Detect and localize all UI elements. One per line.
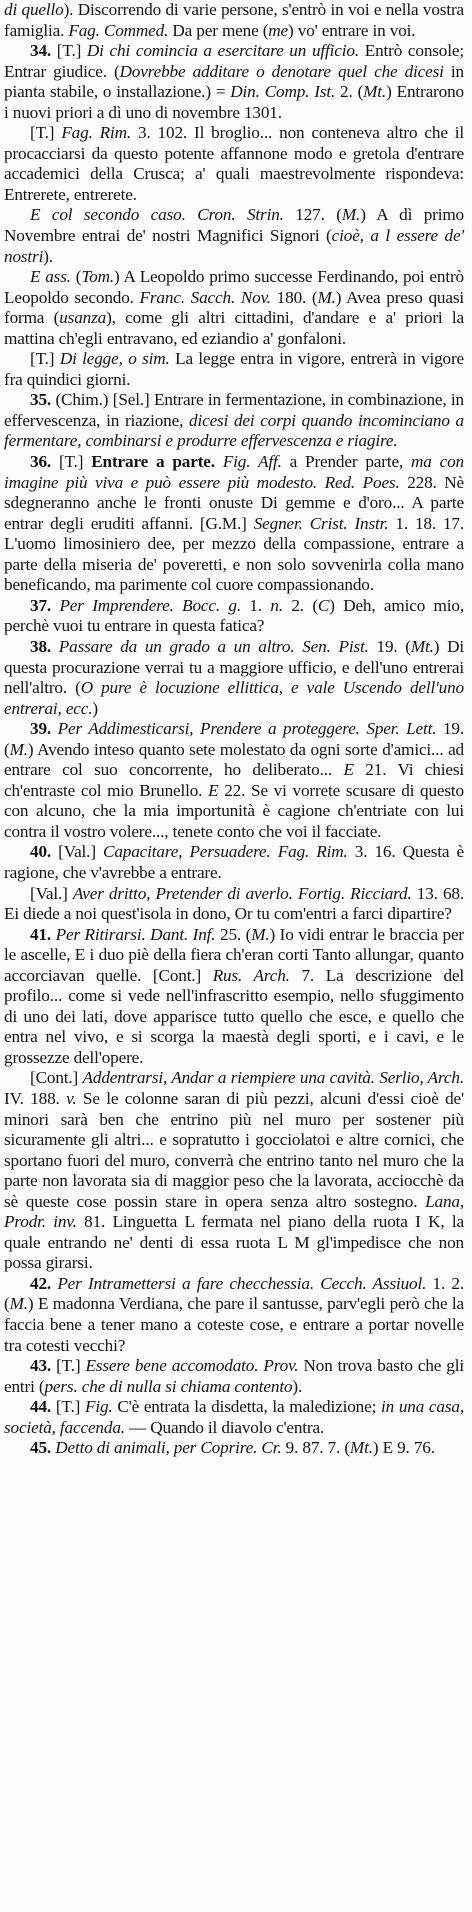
text-run: [Val.] — [51, 842, 103, 862]
text-run: 127. ( — [283, 205, 342, 225]
text-run: [T.] — [30, 123, 62, 143]
text-run: Entrò console; Entrar giudice. ( — [4, 41, 464, 81]
italic-run: Per Ritirarsi. Dant. Inf. — [55, 924, 216, 944]
text-run: Non trova basto che gli entri ( — [4, 1356, 464, 1396]
text-run: 21. Vi chiesi ch'entraste col mio Brunello. — [4, 760, 464, 800]
text-run: 19. ( — [4, 719, 464, 759]
text-run: ) E madonna Verdiana, che pare il santusse, parv'egli però che la faccia bene a tener mano a coteste cose, e entrare a portar novelle tra cotesti vecchi? — [4, 1294, 464, 1355]
text-run: C'è entrata la disdetta, la maledizione; — [112, 1397, 381, 1417]
bold-run: Entrare a parte. — [91, 452, 215, 472]
text-run: 9. 87. 7. ( — [281, 1438, 350, 1458]
text-run: (Chim.) [Sel.] Entrare in fermentazione, in combinazione, in effervescenza, in riazione, — [4, 390, 464, 430]
text-run: [Cont.] — [30, 1068, 83, 1088]
italic-run: M. — [9, 739, 28, 759]
text-run: 13. 68. Ei diede a noi quest'isola in dono, Or tu com'entri a farci dipartire? — [4, 883, 464, 924]
text-run: ) Io vidi entrar le braccia per le ascelle, E i duo piè della fiera ch'eran corti Tanto allungar, quanto accorciavan quelle. [Cont.] — [4, 924, 465, 985]
text-run: in pianta stabile, o installazione.) = — [4, 61, 464, 102]
text-run: 7. La descrizione del profilo... come si vede nell'infrascritto esempio, nello sfuggimento di uno dei lati, dove apparisce tutto quello che esce, e quello che entra nel vivo, e si scorga la maestà degli sporti, e i cavi, e le grossezze dell'opere. — [4, 965, 464, 1067]
italic-run: E col secondo caso. Cron. Strin. — [30, 205, 284, 225]
text-run: 1. 2. ( — [4, 1273, 464, 1314]
italic-run: M. — [9, 1294, 28, 1314]
dictionary-paragraph — [4, 452, 464, 596]
bold-run: 44. — [30, 1397, 52, 1417]
text-run: Se le colonne saran di più pezzi, alcuni d'essi cioè de' minori sarà ben che entrino più nel muro per sostener più sicuramente gli altri... e sopratutto i gocciolatoi e altre cornici, che sportano fuori del muro, converrà che entrino tanto nel muro che la parte non lavorata sia di maggior peso che la lavorata, acciocchè da sè queste cose possin stare in opera senza altro sostegno. — [4, 1088, 464, 1211]
bold-run: 37. — [30, 595, 52, 615]
text-run: ). — [292, 1376, 303, 1396]
text-run: ) — [92, 698, 98, 718]
text-run — [51, 637, 59, 656]
italic-run: Detto di animali, per Coprire. Cr. — [55, 1438, 282, 1458]
text-run: ) Deh, amico mio, perchè vuoi tu entrare in questa fatica? — [4, 595, 464, 636]
dictionary-paragraph — [4, 925, 464, 1069]
text-run: ), come gli altri cittadini, d'andare e a' priori la mattina ch'egli entravano, ed eziandio a' gonfaloni. — [4, 308, 465, 348]
text-run: ( — [70, 267, 82, 287]
text-run: 3. 102. Il broglio... non conteneva altro che il procacciarsi da questo potente affannone modo e gretola d'entrare accademici della Crusca; a' quali maestrevolmente rispondeva: Entrerete, entrerete. — [4, 123, 464, 204]
text-run: ) Avea preso quasi forma ( — [4, 287, 464, 328]
text-run: 1. 18. 17. L'uomo limosiniero dee, per mezzo della compassione, entrare a parte della miseria de' poveretti, e non solo sovvenirla colla mano beneficando, ma parimente col cuore compassionando. — [4, 513, 464, 595]
italic-run: Essere bene accomodato. Prov. — [85, 1356, 299, 1376]
italic-run: Per Intramettersi a fare checchessia. Cecch. Assiuol. — [57, 1273, 427, 1293]
bold-run: 36. — [30, 452, 52, 472]
italic-run: cioè, a l essere de' nostri — [4, 226, 464, 266]
text-run: [T.] — [51, 41, 87, 61]
dictionary-paragraph — [4, 884, 464, 925]
italic-run: usanza — [59, 308, 107, 328]
bold-run: 41. — [30, 924, 52, 944]
italic-run: M. — [341, 205, 361, 225]
text-run: 1. — [241, 595, 271, 615]
text-run: 2. ( — [335, 82, 364, 102]
italic-run: Addentrarsi, Andar a riempiere una cavità. Serlio, Arch. — [82, 1068, 464, 1088]
bold-run: 40. — [30, 842, 52, 862]
bold-run: 35. — [30, 390, 52, 410]
italic-run: pers. che di nulla si chiama contento — [44, 1376, 293, 1396]
text-run: 180. ( — [270, 287, 318, 307]
dictionary-paragraph — [4, 349, 464, 390]
italic-run: M. — [317, 287, 336, 307]
italic-run: O pure è locuzione ellittica, e vale Uscendo dell'uno entrerai, ecc. — [4, 678, 464, 718]
text-run: [Val.] — [30, 883, 73, 903]
text-run: 81. Linguetta L fermata nel piano della ruota I K, la quale entrando ne' denti di essa ruota L M gl'impedisce che non possa girarsi. — [4, 1212, 464, 1273]
text-run: 2. ( — [282, 595, 318, 615]
italic-run: Aver dritto, Pretender di averlo. Fortig. Ricciard. — [72, 883, 412, 903]
italic-run: dicesi dei corpi quando incominciano a fermentare, combinarsi e produrre effervescenza e riagire. — [4, 410, 464, 451]
bold-run: 43. — [30, 1356, 52, 1376]
italic-run: Di chi comincia a esercitare un ufficio. — [86, 41, 359, 61]
italic-run: Franc. Sacch. Nov. — [139, 287, 271, 307]
text-run: 228. Nè sdegneranno anche le fronti onuste Di gemme e d'oro... A parte entrar degli eruditi affanni. [G.M.] — [4, 472, 464, 533]
italic-run: C — [317, 595, 330, 615]
dictionary-paragraph — [4, 1274, 464, 1356]
text-run: 22. Se vi vorrete scusare di questo con alcuno, che la mia importunità è cagione ch'entriate con lui contra il vostro volere..., tenete conto che voi il facciate. — [4, 780, 464, 841]
dictionary-paragraph — [4, 1068, 464, 1273]
text-run: Da per mene ( — [168, 20, 269, 40]
text-run: ). Discorrendo di varie persone, s'entrò in voi e nella vostra famiglia. — [4, 0, 464, 40]
text-run: [T.] — [51, 1397, 85, 1417]
italic-run: Din. Comp. Ist. — [230, 82, 336, 102]
text-run: 25. ( — [215, 924, 252, 944]
dictionary-paragraph — [4, 0, 464, 41]
dictionary-paragraph — [4, 596, 464, 637]
italic-run: me — [268, 20, 289, 40]
bold-run: 45. — [30, 1438, 52, 1458]
italic-run: Segner. Crist. Instr. — [253, 513, 389, 533]
text-run — [51, 719, 58, 738]
dictionary-paragraph — [4, 205, 464, 267]
dictionary-paragraph — [4, 267, 464, 349]
text-run: a Prender parte, — [281, 452, 411, 472]
dictionary-paragraph — [4, 1397, 464, 1438]
bold-run: 39. — [30, 719, 52, 739]
text-run: ) A Leopoldo primo successe Ferdinando, poi entrò Leopoldo secondo. — [4, 267, 464, 307]
text-run: ). — [43, 246, 53, 266]
italic-run: Capacitare, Persuadere. Fag. Rim. — [103, 842, 348, 862]
dictionary-paragraph — [4, 842, 464, 883]
italic-run: Rus. Arch. — [212, 965, 290, 985]
italic-run: Fig. Aff. — [222, 452, 282, 472]
italic-run: di quello — [4, 0, 64, 19]
text-run: — Quando il diavolo c'entra. — [124, 1417, 325, 1437]
dictionary-column — [4, 0, 464, 1459]
italic-run: Fag. Commed. — [68, 20, 169, 40]
italic-run: Mt. — [349, 1438, 373, 1458]
text-run: 19. ( — [368, 636, 411, 656]
text-run: ) E 9. 76. — [372, 1438, 435, 1458]
text-run: ) Avendo inteso quanto sete molestato da ogni sorte d'amici... ad entrare col suo concorrente, ho deliberato... — [4, 739, 464, 780]
text-run: ) vo' entrare in voi. — [288, 20, 416, 40]
italic-run: Tom. — [81, 267, 115, 287]
bold-run: 42. — [30, 1273, 52, 1293]
italic-run: E ass. — [30, 267, 71, 287]
italic-run: Di legge, o sim. — [59, 349, 170, 369]
italic-run: Mt. — [410, 636, 434, 656]
italic-run: n. — [270, 595, 283, 615]
text-run — [215, 452, 223, 471]
dictionary-paragraph — [4, 123, 464, 205]
dictionary-paragraph — [4, 41, 464, 123]
italic-run: Per Addimesticarsi, Prendere a proteggere. Sper. Lett. — [57, 719, 437, 739]
text-run: [T.] — [51, 1356, 86, 1376]
italic-run: E — [208, 780, 219, 800]
text-run: ) Entrarono i nuovi priori a dì uno di novembre 1301. — [4, 82, 464, 122]
text-run: [T.] — [51, 452, 92, 472]
dictionary-paragraph — [4, 1356, 464, 1397]
italic-run: Fig. — [84, 1397, 113, 1417]
bold-run: 38. — [30, 636, 52, 656]
italic-run: ma con imagine più viva e può essere più modesto. Red. Poes. — [4, 452, 464, 492]
dictionary-paragraph — [4, 390, 464, 452]
dictionary-paragraph — [4, 1438, 464, 1459]
italic-run: M. — [251, 924, 270, 944]
italic-run: Lana, Prodr. inv. — [4, 1191, 464, 1232]
italic-run: v. — [66, 1088, 77, 1108]
bold-run: 34. — [30, 41, 52, 61]
italic-run: E — [343, 760, 354, 780]
italic-run: in una casa, società, faccenda. — [4, 1397, 464, 1437]
text-run: La legge entra in vigore, entrerà in vigore fra quindici giorni. — [4, 349, 465, 389]
dictionary-paragraph — [4, 637, 464, 719]
text-run: IV. 188. — [4, 1088, 67, 1108]
dictionary-paragraph — [4, 719, 464, 842]
italic-run: Mt. — [363, 82, 387, 102]
italic-run: Per Imprendere. Bocc. g. — [59, 595, 241, 615]
italic-run: Passare da un grado a un altro. Sen. Pist. — [58, 636, 369, 656]
text-run: [T.] — [30, 349, 60, 369]
text-run: ) A dì primo Novembre entrai de' nostri Magnifici Signori ( — [4, 205, 464, 246]
italic-run: Fag. Rim. — [61, 123, 132, 143]
text-run: ) Di questa procurazione verrai tu a maggiore ufficio, e dell'uno entrerai nell'altro. ( — [4, 636, 464, 698]
text-run: 3. 16. Questa è ragione, che v'avrebbe a entrare. — [4, 842, 464, 882]
italic-run: Dovrebbe additare o denotare quel che dicesi — [119, 61, 444, 81]
